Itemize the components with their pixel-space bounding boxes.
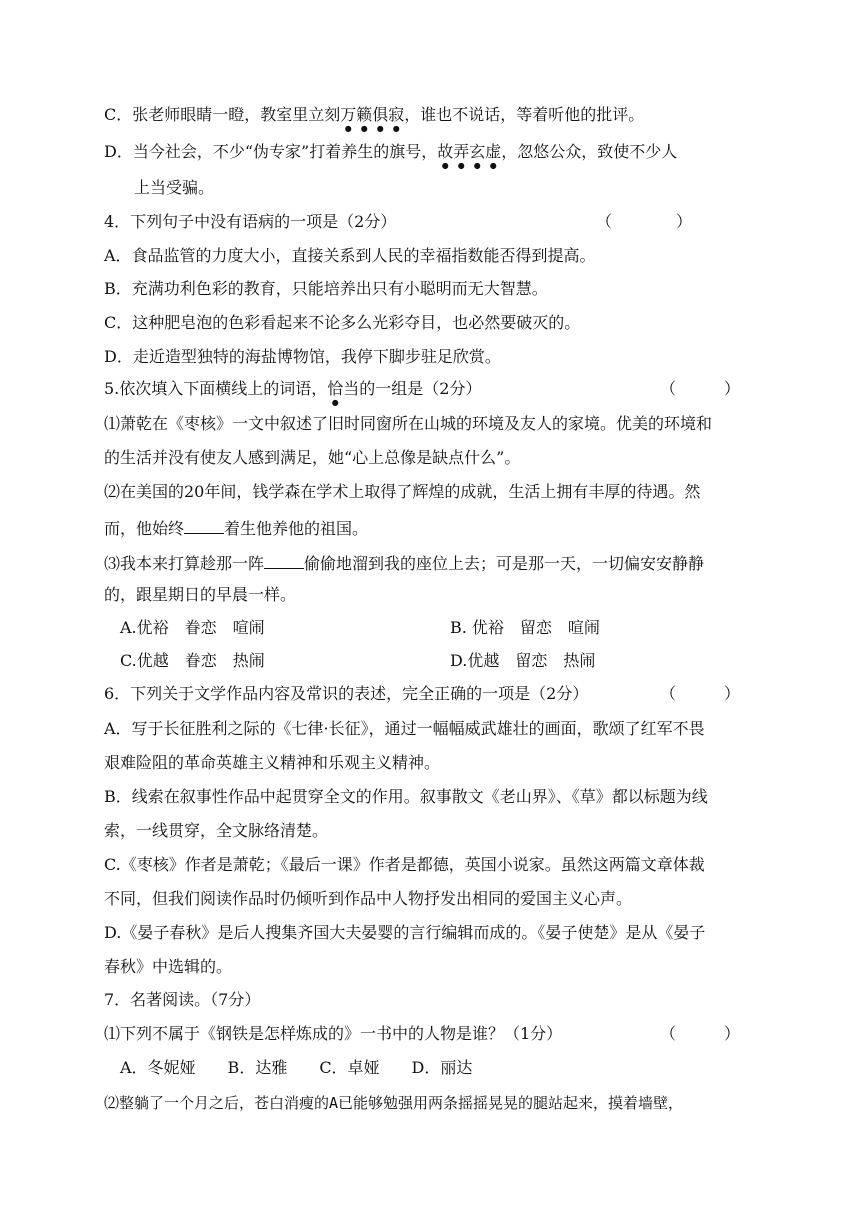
q6-option-c-line-2: 不同，但我们阅读作品时仍倾听到作品中人物抒发出相同的爱国主义心声。	[104, 889, 633, 908]
q5-option-d: D.优越 留恋 热闹	[450, 651, 596, 670]
q3-c-dotted-phrase: 万籁俱寂	[340, 105, 405, 124]
q5-blank-2[interactable]	[184, 515, 224, 534]
q6-option-c-line-1: C.《枣核》作者是萧乾；《最后一课》作者是都德，英国小说家。虽然这两篇文章体裁	[104, 855, 705, 874]
q4-stem: 4．下列句子中没有语病的一项是（2分）	[104, 212, 397, 231]
q5-stem-dotted: 恰	[327, 379, 344, 398]
q3-d-text-post: ，忽悠公众，致使不少人	[501, 142, 678, 161]
q5-stem-pre: 5.依次填入下面横线上的词语，	[104, 379, 328, 398]
q5-stem-post: 当的一组是（2分）	[343, 379, 482, 398]
q5-option-a: A.优裕 眷恋 喧闹	[120, 618, 265, 637]
q5-stem	[104, 378, 481, 407]
q4-option-d: D．走近造型独特的海盐博物馆，我停下脚步驻足欣赏。	[104, 347, 501, 366]
q7-sub-1-answer-paren[interactable]: （ ）	[660, 1024, 741, 1043]
q5-s2-pre: 而，他始终	[104, 519, 185, 538]
q6-stem: 6．下列关于文学作品内容及常识的表述，完全正确的一项是（2分）	[104, 684, 589, 703]
q5-answer-paren[interactable]: （ ）	[660, 379, 741, 398]
q4-answer-paren[interactable]: （ ）	[596, 212, 693, 231]
q7-sub-1-options: A．冬妮娅 B．达雅 C．卓娅 D．丽达	[120, 1058, 473, 1077]
q3-d-text-pre: D．当今社会，不少“伪专家”打着养生的旗号，	[104, 142, 438, 161]
q6-option-b-line-2: 索，一线贯穿，全文脉络清楚。	[104, 821, 329, 840]
q7-sub-1-stem: ⑴下列不属于《钢铁是怎样炼成的》一书中的人物是谁？（1分）	[104, 1024, 563, 1043]
q5-sentence-2-line-1: ⑵在美国的20年间，钱学森在学术上取得了辉煌的成就，生活上拥有丰厚的待遇。然	[104, 482, 701, 501]
q5-sentence-3-line-2: 的，跟星期日的早晨一样。	[104, 585, 297, 604]
q5-option-b: B. 优裕 留恋 喧闹	[450, 618, 600, 637]
q3-option-d	[104, 141, 677, 170]
q5-sentence-3-line-1	[104, 550, 704, 575]
q6-option-a-line-1: A．写于长征胜利之际的《七律·长征》，通过一幅幅威武雄壮的画面，歌颂了红军不畏	[104, 719, 705, 738]
q5-option-c: C.优越 眷恋 热闹	[120, 651, 265, 670]
q5-sentence-2-line-2	[104, 515, 368, 540]
q5-s3-pre: ⑶我本来打算趁那一阵	[104, 554, 265, 573]
q4-option-b: B．充满功利色彩的教育，只能培养出只有小聪明而无大智慧。	[104, 279, 548, 298]
q4-option-c: C．这种肥皂泡的色彩看起来不论多么光彩夺目，也必然要破灭的。	[104, 313, 581, 332]
q7-stem: 7．名著阅读。（7分）	[104, 990, 261, 1009]
q6-option-b-line-1: B．线索在叙事性作品中起贯穿全文的作用。叙事散文《老山界》、《草》都以标题为线	[104, 787, 708, 806]
q6-option-d-line-2: 春秋》中选辑的。	[104, 957, 233, 976]
q3-c-text-post: ，谁也不说话，等着听他的批评。	[404, 105, 645, 124]
q6-answer-paren[interactable]: （ ）	[660, 684, 741, 703]
q7-sub-2-text: ⑵整躺了一个月之后，苍白消瘦的A已能够勉强用两条摇摇晃晃的腿站起来，摸着墙壁，	[104, 1094, 684, 1112]
q4-option-a: A．食品监管的力度大小，直接关系到人民的幸福指数能否得到提高。	[104, 246, 596, 265]
q5-sentence-1-line-2: 的生活并没有使友人感到满足，她“心上总像是缺点什么”。	[104, 448, 521, 467]
q3-option-c	[104, 104, 644, 133]
q5-blank-3[interactable]	[264, 550, 304, 569]
q5-sentence-1-line-1: ⑴萧乾在《枣核》一文中叙述了旧时同窗所在山城的环境及友人的家境。优美的环境和	[104, 414, 713, 433]
q5-s2-post: 着生他养他的祖国。	[224, 519, 369, 538]
q6-option-a-line-2: 艰难险阻的革命英雄主义精神和乐观主义精神。	[104, 753, 441, 772]
q3-c-text-pre: C．张老师眼睛一瞪，教室里立刻	[104, 105, 341, 124]
q3-option-d-cont: 上当受骗。	[134, 178, 215, 197]
q3-d-dotted-phrase: 故弄玄虚	[437, 142, 502, 161]
q5-s3-post: 偷偷地溜到我的座位上去；可是那一天，一切偏安安静静	[304, 554, 705, 573]
q6-option-d-line-1: D.《晏子春秋》是后人搜集齐国大夫晏婴的言行编辑而成的。《晏子使楚》是从《晏子	[104, 923, 706, 942]
